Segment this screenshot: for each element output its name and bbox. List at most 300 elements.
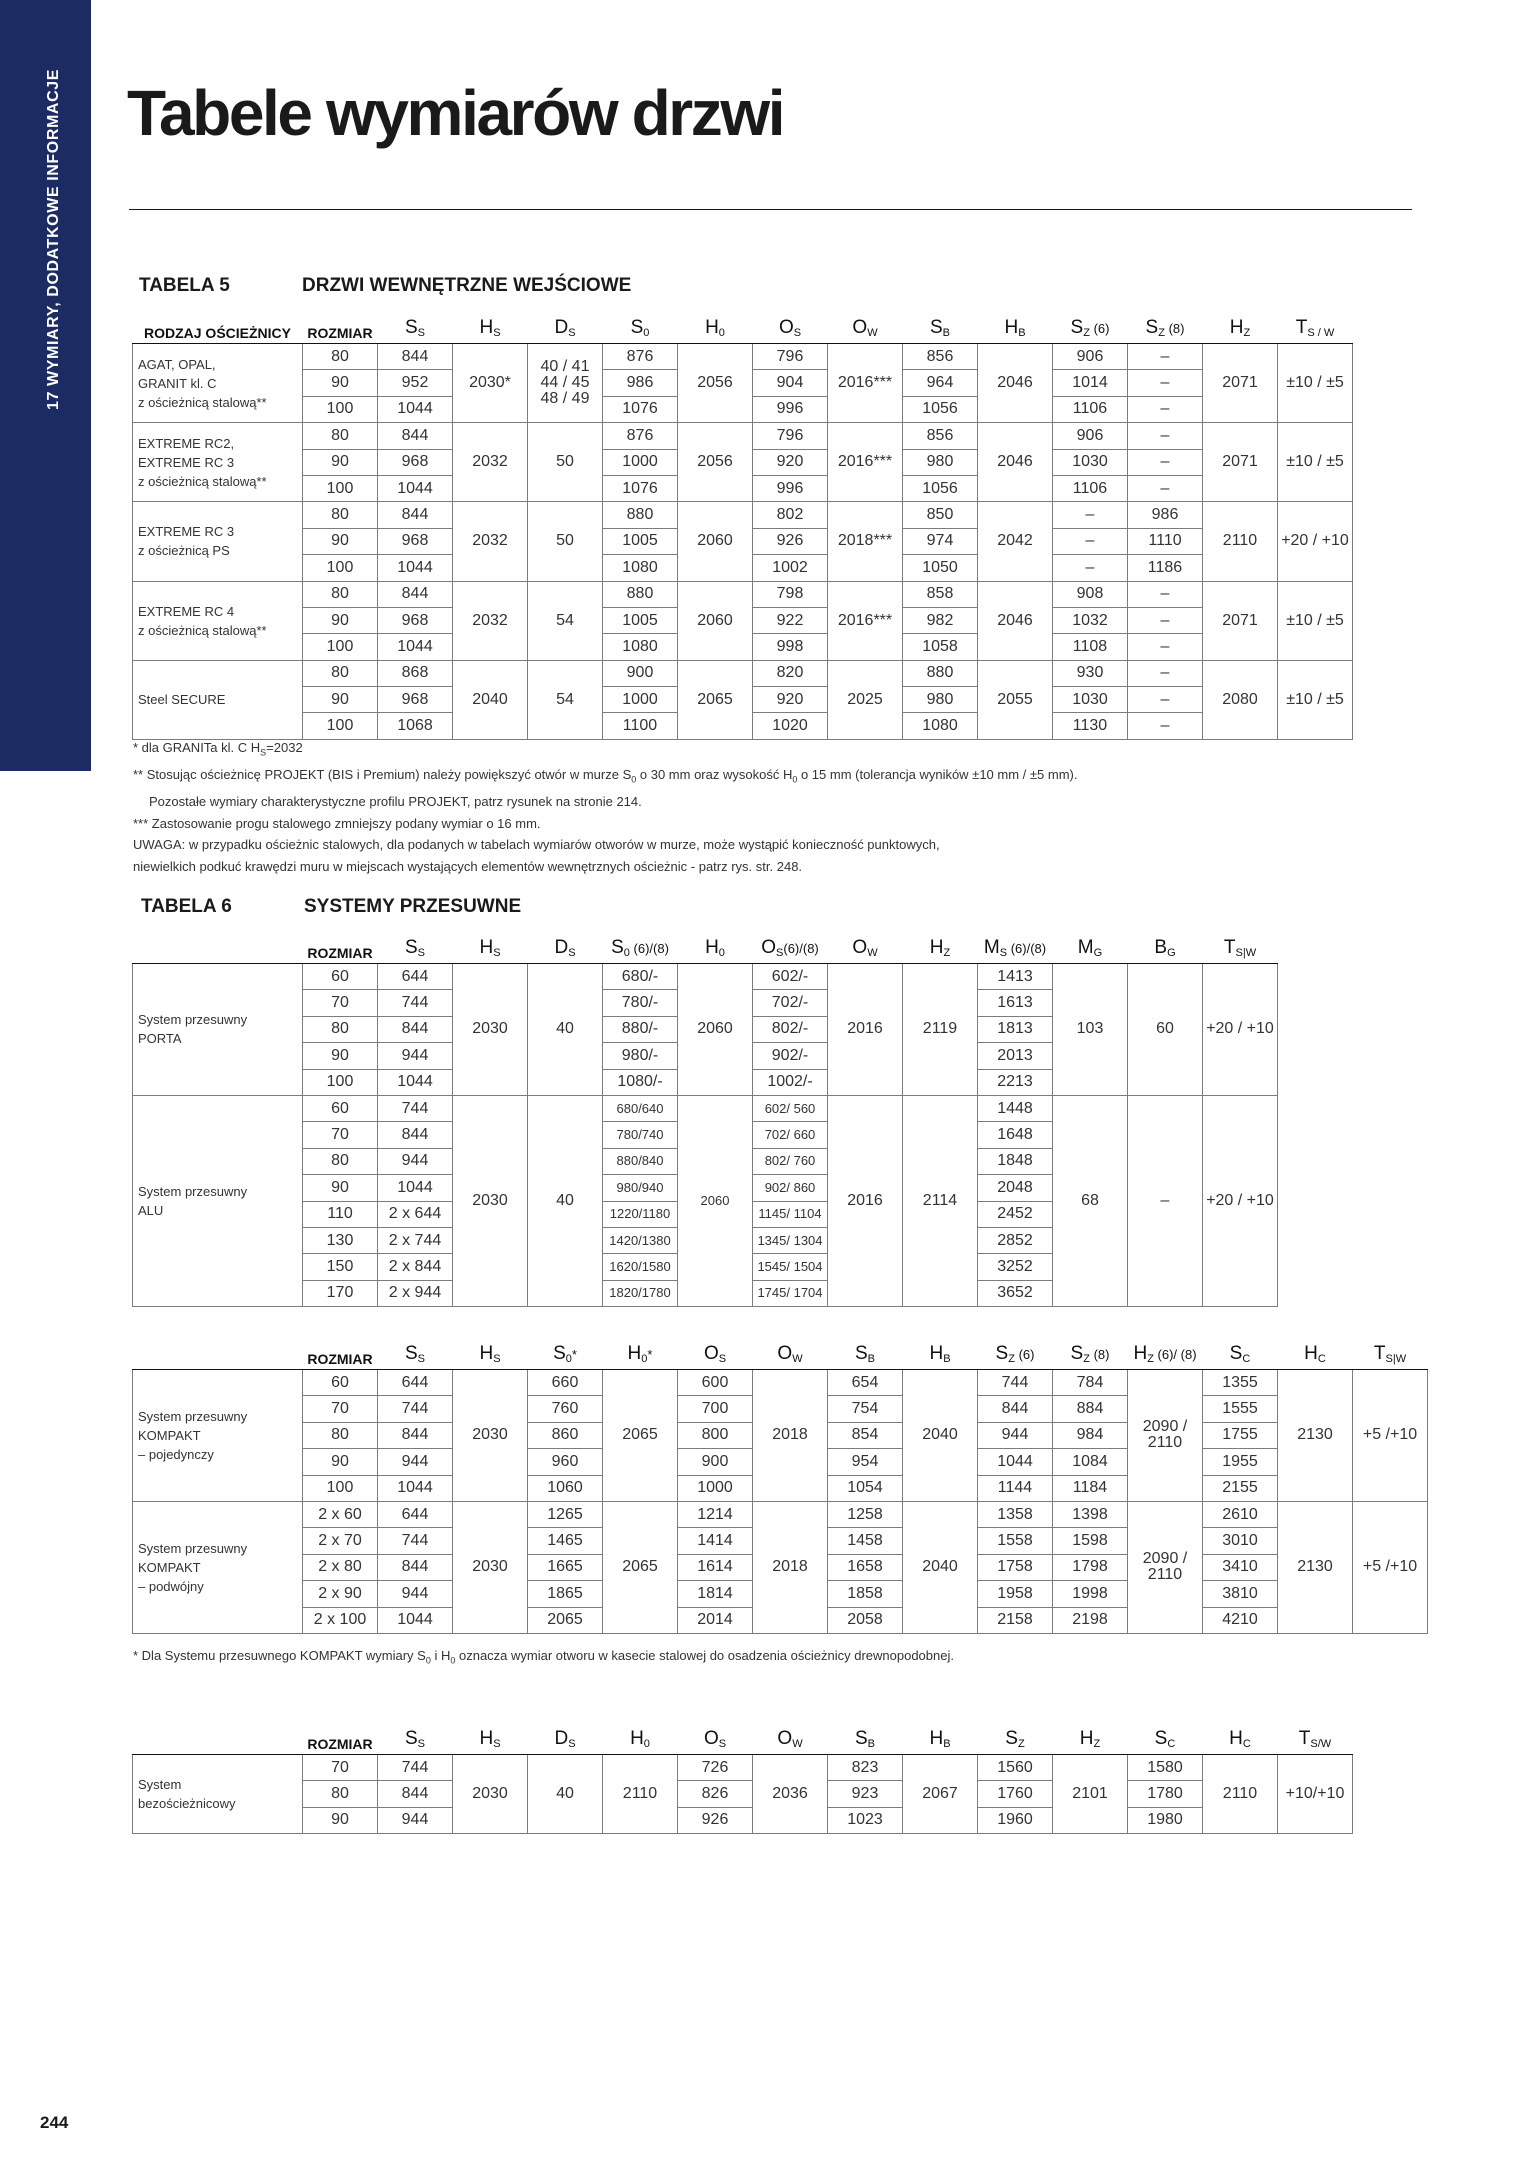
table-row [133,1807,1353,1833]
table-row [133,344,1353,370]
value-cell: 1080 [903,713,978,739]
merged-value-cell: 2016*** [828,423,903,502]
row-group-label: EXTREME RC2, EXTREME RC 3 z ościeżnicą stalową** [133,423,303,502]
column-header: $O_W$ [828,925,903,964]
value-cell: 844 [978,1396,1053,1422]
header-size: ROZMIAR [303,305,378,344]
row-group-label: System przesuwny ALU [133,1095,303,1306]
value-cell: 944 [378,1043,453,1069]
value-cell: 880/- [603,1016,678,1042]
page-title: Tabele wymiarów drzwi [127,77,784,149]
table-row [133,1781,1353,1807]
value-cell: – [1128,370,1203,396]
merged-value-cell: 2065 [603,1501,678,1633]
value-cell: 1413 [978,964,1053,990]
merged-value-cell: 2056 [678,344,753,423]
value-cell: 1044 [378,475,453,501]
value-cell: 700 [678,1396,753,1422]
column-header: $H_S$ [453,1331,528,1370]
value-cell: 968 [378,449,453,475]
column-header: $O_S$ [753,305,828,344]
header-frame-type [133,925,303,964]
column-header: $M_G$ [1053,925,1128,964]
size-cell: 60 [303,964,378,990]
column-header: $H_0*$ [603,1331,678,1370]
table-frameless [132,1716,1353,1834]
column-header: $H_0$ [678,305,753,344]
value-cell: 944 [378,1449,453,1475]
value-cell: 1355 [1203,1370,1278,1396]
value-cell: – [1128,607,1203,633]
column-header: $S_B$ [903,305,978,344]
row-group-label: System bezościeżnicowy [133,1755,303,1834]
merged-value-cell: 2130 [1278,1370,1353,1502]
value-cell: – [1053,502,1128,528]
value-cell: 1044 [378,1607,453,1633]
value-cell: 884 [1053,1396,1128,1422]
value-cell: 1100 [603,713,678,739]
value-cell: 1044 [378,1175,453,1201]
table-row [133,502,1353,528]
chapter-title: 17 WYMIARY, DODATKOWE INFORMACJE [45,69,62,410]
value-cell: 1448 [978,1095,1053,1121]
size-cell: 100 [303,713,378,739]
merged-value-cell: 2110 [1203,502,1278,581]
table-row [133,660,1353,686]
row-group-label: Steel SECURE [133,660,303,739]
value-cell: 1032 [1053,607,1128,633]
merged-value-cell: 2046 [978,423,1053,502]
header-size: ROZMIAR [303,925,378,964]
value-cell: 1044 [378,555,453,581]
value-cell: 1044 [978,1449,1053,1475]
merged-value-cell: +20 / +10 [1203,964,1278,1096]
table5-notes [133,737,1077,877]
value-cell: 954 [828,1449,903,1475]
value-cell: 996 [753,475,828,501]
value-cell: 964 [903,370,978,396]
value-cell: 1145/ 1104 [753,1201,828,1227]
value-cell: 1030 [1053,687,1128,713]
value-cell: 2 x 944 [378,1280,453,1306]
value-cell: – [1128,423,1203,449]
merged-value-cell: 2030 [453,964,528,1096]
column-header: $D_S$ [528,1716,603,1755]
table-row [133,581,1353,607]
note-projekt: ** Stosując ościeżnicę PROJEKT (BIS i Premium) należy powiększyć otwór w murze $S_0$ o 30 mm oraz wysokość $H_0$ o 15 mm (tolerancja wyników ±10 mm / ±5 mm). [133,767,1078,785]
value-cell: 974 [903,528,978,554]
value-cell: 744 [378,1528,453,1554]
merged-value-cell: 2040 [903,1501,978,1633]
value-cell: 1960 [978,1807,1053,1833]
row-group-label: System przesuwny KOMPAKT – podwójny [133,1501,303,1633]
merged-value-cell: 2018 [753,1501,828,1633]
value-cell: 900 [603,660,678,686]
column-header: $S_S$ [378,925,453,964]
value-cell: 980/- [603,1043,678,1069]
column-header: $S_0$ (6)/(8) [603,925,678,964]
column-header: $O_W$ [753,1716,828,1755]
value-cell: 702/- [753,990,828,1016]
kompakt-note: * Dla Systemu przesuwnego KOMPAKT wymiary $S_0$ i $H_0$ oznacza wymiar otworu w kasecie stalowej do osadzenia ościeżnicy drewnopodobnej. [133,1648,954,1666]
table-row [133,1501,1428,1527]
merged-value-cell: 40 [528,1095,603,1306]
value-cell: 986 [603,370,678,396]
value-cell: 1214 [678,1501,753,1527]
value-cell: 3652 [978,1280,1053,1306]
merged-value-cell: 2119 [903,964,978,1096]
table-row [133,423,1353,449]
note-granit: * dla GRANITa kl. C $H_S=2032$ [133,740,303,758]
value-cell: 1030 [1053,449,1128,475]
size-cell: 90 [303,1449,378,1475]
merged-value-cell: 2040 [453,660,528,739]
chapter-sidebar [0,0,91,771]
value-cell: 1044 [378,396,453,422]
value-cell: – [1053,555,1128,581]
value-cell: 744 [378,990,453,1016]
column-header: $H_Z$ [1203,305,1278,344]
column-header: $S_Z$ (6) [978,1331,1053,1370]
table-row [133,964,1278,990]
size-cell: 80 [303,1148,378,1174]
size-cell: 80 [303,660,378,686]
value-cell: 980 [903,449,978,475]
value-cell: 4210 [1203,1607,1278,1633]
value-cell: – [1128,660,1203,686]
value-cell: 2158 [978,1607,1053,1633]
value-cell: 744 [378,1755,453,1781]
size-cell: 80 [303,344,378,370]
value-cell: 1780 [1128,1781,1203,1807]
value-cell: 1848 [978,1148,1053,1174]
size-cell: 80 [303,1422,378,1448]
merged-value-cell: 2071 [1203,344,1278,423]
merged-value-cell: ±10 / ±5 [1278,660,1353,739]
column-header: $O_S$ [678,1331,753,1370]
value-cell: 1358 [978,1501,1053,1527]
value-cell: 968 [378,607,453,633]
value-cell: – [1053,528,1128,554]
value-cell: 744 [378,1396,453,1422]
value-cell: 850 [903,502,978,528]
merged-value-cell: 2042 [978,502,1053,581]
value-cell: 644 [378,1501,453,1527]
value-cell: 680/- [603,964,678,990]
merged-value-cell: 2030 [453,1501,528,1633]
header-size: ROZMIAR [303,1716,378,1755]
size-cell: 90 [303,370,378,396]
column-header: $H_B$ [978,305,1053,344]
value-cell: 868 [378,660,453,686]
column-header: $H_Z$ (6)/ (8) [1128,1331,1203,1370]
value-cell: 1184 [1053,1475,1128,1501]
value-cell: 754 [828,1396,903,1422]
value-cell: – [1128,396,1203,422]
value-cell: 680/640 [603,1095,678,1121]
column-header: $S_C$ [1203,1331,1278,1370]
merged-value-cell: 2110 [1203,1755,1278,1834]
value-cell: 602/ 560 [753,1095,828,1121]
column-header: $S_B$ [828,1331,903,1370]
page-number: 244 [40,2113,69,2132]
merged-value-cell: 2065 [603,1370,678,1502]
value-cell: 1458 [828,1528,903,1554]
value-cell: 952 [378,370,453,396]
value-cell: 1000 [603,687,678,713]
merged-value-cell: 40 [528,1755,603,1834]
merged-value-cell: 54 [528,660,603,739]
merged-value-cell: 2030* [453,344,528,423]
value-cell: 2013 [978,1043,1053,1069]
value-cell: 920 [753,687,828,713]
size-cell: 90 [303,449,378,475]
merged-value-cell: 2060 [678,964,753,1096]
merged-value-cell: 2065 [678,660,753,739]
size-cell: 70 [303,1122,378,1148]
column-header: $S_0$ [603,305,678,344]
size-cell: 170 [303,1280,378,1306]
value-cell: 944 [378,1807,453,1833]
column-header: $O_W$ [753,1331,828,1370]
value-cell: 2213 [978,1069,1053,1095]
value-cell: 1110 [1128,528,1203,554]
value-cell: 944 [378,1581,453,1607]
value-cell: – [1128,687,1203,713]
value-cell: 780/- [603,990,678,1016]
column-header: $H_Z$ [903,925,978,964]
value-cell: 823 [828,1755,903,1781]
size-cell: 110 [303,1201,378,1227]
column-header: $S_S$ [378,1331,453,1370]
merged-value-cell: 2080 [1203,660,1278,739]
value-cell: 1760 [978,1781,1053,1807]
value-cell: 1658 [828,1554,903,1580]
size-cell: 80 [303,581,378,607]
column-header: $S_C$ [1128,1716,1203,1755]
column-header: $D_S$ [528,925,603,964]
merged-value-cell: 68 [1053,1095,1128,1306]
value-cell: 1056 [903,475,978,501]
merged-value-cell: 2032 [453,581,528,660]
column-header: $T_{S|W}$ [1353,1331,1428,1370]
merged-value-cell: +20 / +10 [1278,502,1353,581]
value-cell: 1745/ 1704 [753,1280,828,1306]
value-cell: 1580 [1128,1755,1203,1781]
value-cell: 2 x 844 [378,1254,453,1280]
merged-value-cell: 2018*** [828,502,903,581]
value-cell: 3010 [1203,1528,1278,1554]
table6-title: SYSTEMY PRZESUWNE [304,896,522,917]
value-cell: 1813 [978,1016,1053,1042]
value-cell: 880 [903,660,978,686]
merged-value-cell: ±10 / ±5 [1278,344,1353,423]
merged-value-cell: 2016 [828,1095,903,1306]
column-header: $S_0*$ [528,1331,603,1370]
value-cell: 944 [378,1148,453,1174]
merged-value-cell: 2067 [903,1755,978,1834]
size-cell: 70 [303,1755,378,1781]
value-cell: 744 [378,1095,453,1121]
value-cell: 876 [603,423,678,449]
size-cell: 2 x 70 [303,1528,378,1554]
value-cell: 1002/- [753,1069,828,1095]
value-cell: 844 [378,1122,453,1148]
value-cell: 844 [378,1781,453,1807]
value-cell: 1020 [753,713,828,739]
value-cell: 858 [903,581,978,607]
value-cell: – [1128,344,1203,370]
value-cell: 902/- [753,1043,828,1069]
value-cell: 906 [1053,344,1128,370]
value-cell: 960 [528,1449,603,1475]
size-cell: 60 [303,1370,378,1396]
size-cell: 70 [303,990,378,1016]
merged-value-cell: 60 [1128,964,1203,1096]
value-cell: 1955 [1203,1449,1278,1475]
value-cell: 968 [378,687,453,713]
column-header: $M_S$ (6)/(8) [978,925,1053,964]
value-cell: 1558 [978,1528,1053,1554]
column-header: $B_G$ [1128,925,1203,964]
value-cell: 1958 [978,1581,1053,1607]
merged-value-cell: 2032 [453,502,528,581]
value-cell: 1044 [378,1475,453,1501]
value-cell: 800 [678,1422,753,1448]
column-header: $O_S(6)/(8)$ [753,925,828,964]
size-cell: 90 [303,607,378,633]
size-cell: 70 [303,1396,378,1422]
column-header: $H_C$ [1278,1331,1353,1370]
column-header: $S_Z$ (8) [1053,1331,1128,1370]
merged-value-cell: 2030 [453,1370,528,1502]
size-cell: 90 [303,1175,378,1201]
value-cell: 802/ 760 [753,1148,828,1174]
value-cell: 1555 [1203,1396,1278,1422]
value-cell: 1076 [603,396,678,422]
value-cell: 602/- [753,964,828,990]
value-cell: 1080 [603,634,678,660]
value-cell: 1865 [528,1581,603,1607]
size-cell: 80 [303,502,378,528]
value-cell: 2610 [1203,1501,1278,1527]
note-threshold: *** Zastosowanie progu stalowego zmniejszy podany wymiar o 16 mm. [133,815,541,831]
merged-value-cell: 2016*** [828,344,903,423]
value-cell: 1023 [828,1807,903,1833]
value-cell: 1080/- [603,1069,678,1095]
value-cell: 802/- [753,1016,828,1042]
value-cell: 1058 [903,634,978,660]
value-cell: 1014 [1053,370,1128,396]
column-header: $S_Z$ (6) [1053,305,1128,344]
column-header: $O_S$ [678,1716,753,1755]
size-cell: 2 x 80 [303,1554,378,1580]
size-cell: 90 [303,528,378,554]
size-cell: 80 [303,423,378,449]
value-cell: 1614 [678,1554,753,1580]
merged-value-cell: 2030 [453,1755,528,1834]
value-cell: 1414 [678,1528,753,1554]
value-cell: 1980 [1128,1807,1203,1833]
merged-value-cell: +5 /+10 [1353,1501,1428,1633]
value-cell: 844 [378,502,453,528]
merged-value-cell: 2130 [1278,1501,1353,1633]
size-cell: 90 [303,687,378,713]
size-cell: 100 [303,475,378,501]
value-cell: 1598 [1053,1528,1128,1554]
merged-value-cell: 2090 / 2110 [1128,1370,1203,1502]
value-cell: 876 [603,344,678,370]
row-group-label: System przesuwny PORTA [133,964,303,1096]
value-cell: 1005 [603,528,678,554]
value-cell: 998 [753,634,828,660]
value-cell: 904 [753,370,828,396]
value-cell: 820 [753,660,828,686]
note-warning: UWAGA: w przypadku ościeżnic stalowych, dla podanych w tabelach wymiarów otworów w murze, może wystąpić konieczność punktowych, [133,837,940,853]
merged-value-cell: +20 / +10 [1203,1095,1278,1306]
merged-value-cell: 103 [1053,964,1128,1096]
column-header: $H_B$ [903,1716,978,1755]
merged-value-cell: +5 /+10 [1353,1370,1428,1502]
value-cell: 996 [753,396,828,422]
value-cell: 760 [528,1396,603,1422]
merged-value-cell: 2032 [453,423,528,502]
value-cell: 1820/1780 [603,1280,678,1306]
value-cell: 2852 [978,1227,1053,1253]
size-cell: 2 x 100 [303,1607,378,1633]
value-cell: 930 [1053,660,1128,686]
value-cell: 1130 [1053,713,1128,739]
value-cell: 1144 [978,1475,1053,1501]
value-cell: 1054 [828,1475,903,1501]
value-cell: – [1128,634,1203,660]
value-cell: 2 x 644 [378,1201,453,1227]
value-cell: 726 [678,1755,753,1781]
value-cell: 654 [828,1370,903,1396]
note-projekt-more: Pozostałe wymiary charakterystyczne profilu PROJEKT, patrz rysunek na stronie 214. [149,794,642,810]
value-cell: 2198 [1053,1607,1128,1633]
row-group-label: EXTREME RC 3 z ościeżnicą PS [133,502,303,581]
row-group-label: EXTREME RC 4 z ościeżnicą stalową** [133,581,303,660]
table-row [133,1095,1278,1121]
merged-value-cell: 2101 [1053,1755,1128,1834]
value-cell: 926 [678,1807,753,1833]
table-row [133,1755,1353,1781]
header-frame-type: RODZAJ OŚCIEŻNICY [133,305,303,344]
value-cell: 980 [903,687,978,713]
merged-value-cell: 2114 [903,1095,978,1306]
value-cell: 1000 [603,449,678,475]
note-warning-cont: niewielkich podkuć krawędzi muru w miejscach wystających elementów wewnętrznych ościeżnic - patrz rys. str. 248. [133,858,803,874]
merged-value-cell: 54 [528,581,603,660]
value-cell: 1620/1580 [603,1254,678,1280]
column-header: $H_B$ [903,1331,978,1370]
table-kompakt [132,1331,1428,1634]
value-cell: 2048 [978,1175,1053,1201]
size-cell: 80 [303,1781,378,1807]
merged-value-cell: 2018 [753,1370,828,1502]
merged-value-cell: 2046 [978,581,1053,660]
value-cell: 920 [753,449,828,475]
column-header: $H_0$ [603,1716,678,1755]
column-header: $O_W$ [828,305,903,344]
merged-value-cell: 2071 [1203,423,1278,502]
value-cell: 1108 [1053,634,1128,660]
value-cell: 1665 [528,1554,603,1580]
column-header: $D_S$ [528,305,603,344]
value-cell: 744 [978,1370,1053,1396]
value-cell: 2155 [1203,1475,1278,1501]
